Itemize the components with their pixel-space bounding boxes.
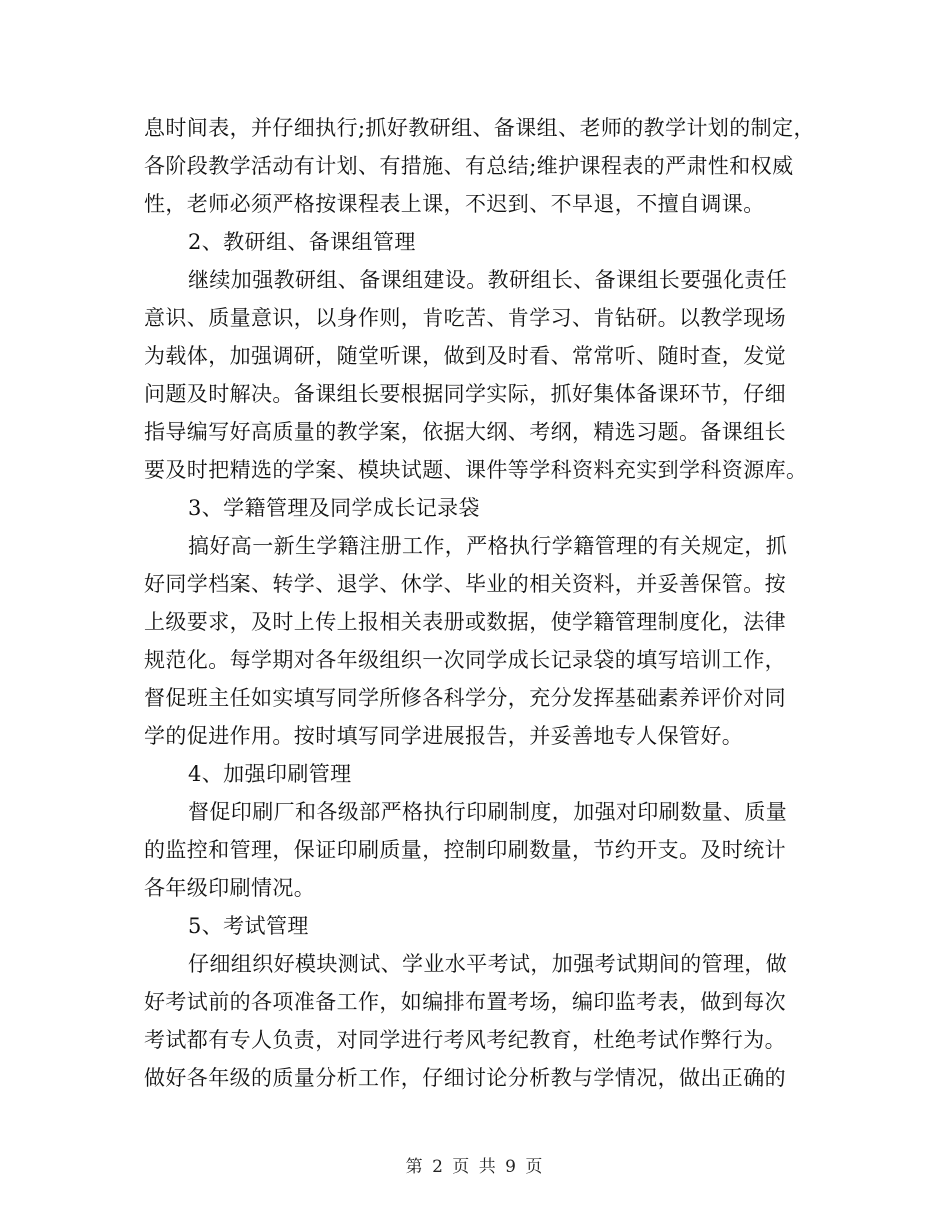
page-number-footer: 第 2 页 共 9 页	[405, 1157, 545, 1177]
text-line: 考试都有专人负责，对同学进行考风考纪教育，杜绝考试作弊行为。	[144, 1028, 786, 1052]
text-line: 问题及时解决。备课组长要根据同学实际，抓好集体备课环节，仔细	[144, 382, 786, 406]
text-line: 指导编写好高质量的教学案，依据大纲、考纲，精选习题。备课组长	[144, 420, 786, 444]
text-line: 上级要求，及时上传上报相关表册或数据，使学籍管理制度化，法律	[144, 610, 786, 634]
paragraph-first-line: 搞好高一新生学籍注册工作，严格执行学籍管理的有关规定，抓	[188, 534, 788, 558]
section-heading: 4、加强印刷管理	[188, 762, 352, 786]
text-line: 学的促进作用。按时填写同学进展报告，并妥善地专人保管好。	[144, 724, 744, 748]
paragraph-first-line: 仔细组织好模块测试、学业水平考试，加强考试期间的管理，做	[188, 952, 788, 976]
text-line: 息时间表，并仔细执行;抓好教研组、备课组、老师的教学计划的制定，	[144, 116, 815, 140]
text-line: 好同学档案、转学、退学、休学、毕业的相关资料，并妥善保管。按	[144, 572, 786, 596]
paragraph-first-line: 继续加强教研组、备课组建设。教研组长、备课组长要强化责任	[188, 268, 788, 292]
text-line: 各阶段教学活动有计划、有措施、有总结;维护课程表的严肃性和权威	[144, 154, 794, 178]
paragraph-first-line: 督促印刷厂和各级部严格执行印刷制度，加强对印刷数量、质量	[188, 800, 788, 824]
text-line: 做好各年级的质量分析工作，仔细讨论分析教与学情况，做出正确的	[144, 1066, 786, 1090]
text-line: 督促班主任如实填写同学所修各科学分，充分发挥基础素养评价对同	[144, 686, 786, 710]
text-line: 要及时把精选的学案、模块试题、课件等学科资料充实到学科资源库。	[144, 458, 808, 482]
text-line: 规范化。每学期对各年级组织一次同学成长记录袋的填写培训工作，	[144, 648, 786, 672]
text-line: 意识、质量意识，以身作则，肯吃苦、肯学习、肯钻研。以教学现场	[144, 306, 786, 330]
text-line: 各年级印刷情况。	[144, 876, 316, 900]
text-line: 的监控和管理，保证印刷质量，控制印刷数量，节约开支。及时统计	[144, 838, 786, 862]
text-line: 性，老师必须严格按课程表上课，不迟到、不早退，不擅自调课。	[144, 192, 765, 216]
text-line: 为载体，加强调研，随堂听课，做到及时看、常常听、随时查，发觉	[144, 344, 786, 368]
section-heading: 5、考试管理	[188, 914, 309, 938]
section-heading: 2、教研组、备课组管理	[188, 230, 416, 254]
section-heading: 3、学籍管理及同学成长记录袋	[188, 496, 480, 520]
text-line: 好考试前的各项准备工作，如编排布置考场，编印监考表，做到每次	[144, 990, 786, 1014]
